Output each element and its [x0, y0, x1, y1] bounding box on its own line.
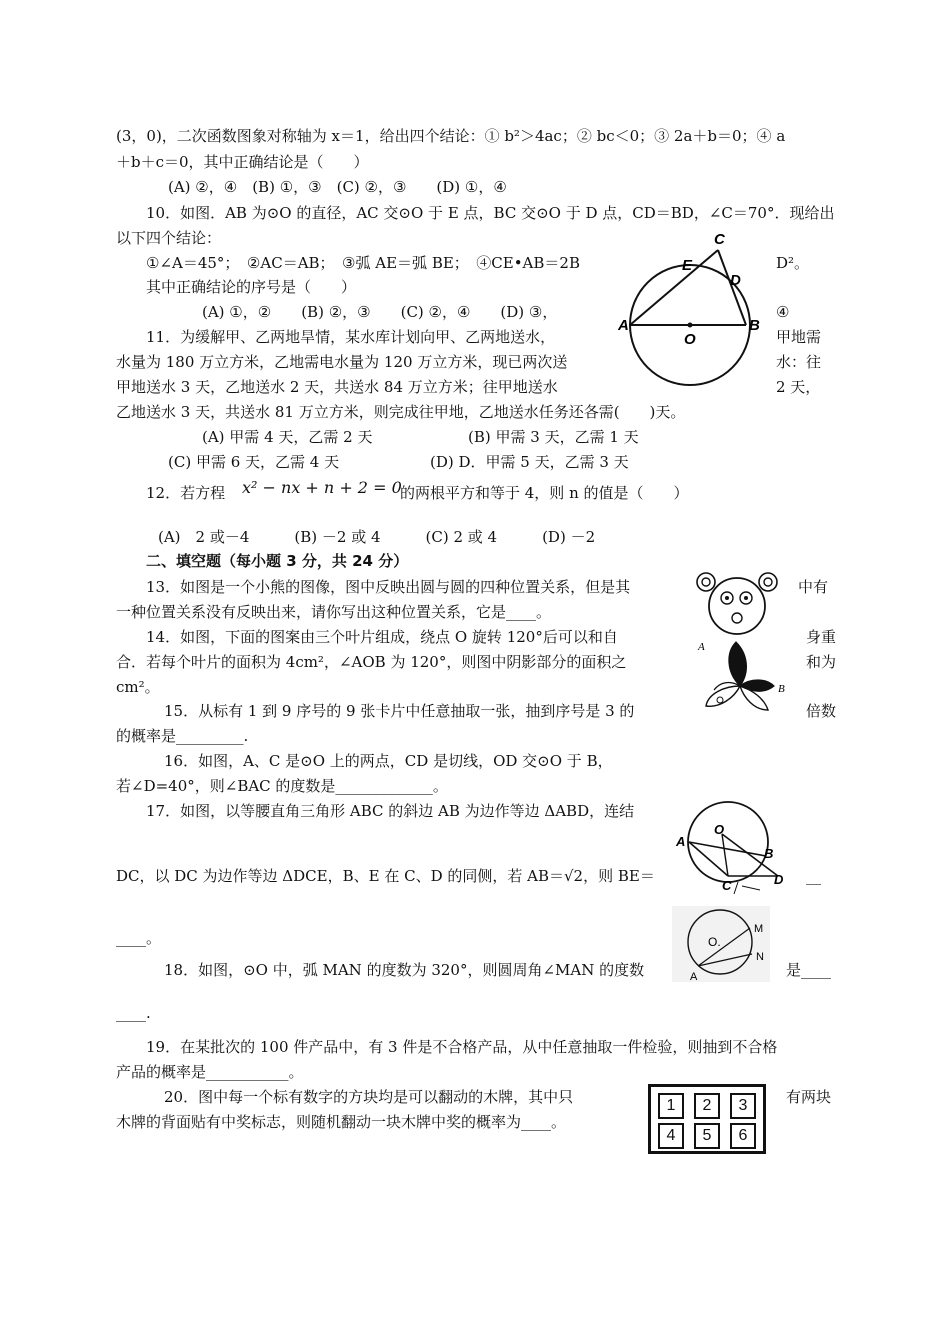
q14-line1-tail: 身重 — [806, 628, 837, 646]
q13-line1-tail: 中有 — [798, 578, 829, 596]
tile-3[interactable]: 3 — [730, 1093, 756, 1119]
q15-line1: 15．从标有 1 到 9 序号的 9 张卡片中任意抽取一张，抽到序号是 3 的 — [164, 702, 635, 720]
q13-line1: 13．如图是一个小熊的图像，图中反映出圆与圆的四种位置关系，但是其 — [146, 578, 631, 596]
q13-line2: 一种位置关系没有反映出来，请你写出这种位置关系，它是____。 — [116, 603, 552, 621]
fig10-label-c: C — [714, 231, 725, 248]
q16-line2: 若∠D=40°，则∠BAC 的度数是_____________。 — [116, 777, 448, 795]
tile-5[interactable]: 5 — [694, 1123, 720, 1149]
q11-line3-tail: 2 天， — [776, 378, 821, 396]
q10-options-tail: ④ — [776, 303, 790, 321]
fig10-label-e: E — [682, 257, 693, 274]
q16-line1: 16．如图，A、C 是⊙O 上的两点，CD 是切线，OD 交⊙O 于 B， — [164, 752, 613, 770]
q14-line1: 14．如图，下面的图案由三个叶片组成，绕点 O 旋转 120°后可以和自 — [146, 628, 618, 646]
q14-line2: 合．若每个叶片的面积为 4cm²，∠AOB 为 120°，则图中阴影部分的面积之 — [116, 653, 627, 671]
circle-figure-q10 — [618, 230, 768, 410]
q17-line1: 17．如图，以等腰直角三角形 ABC 的斜边 AB 为边作等边 ΔABD，连结 — [146, 802, 635, 820]
q19-line1: 19．在某批次的 100 件产品中，有 3 件是不合格产品，从中任意抽取一件检验，则抽到不合格 — [146, 1038, 778, 1056]
q10-line3-tail: D²。 — [776, 254, 810, 272]
q17-line2-tail: __ — [806, 867, 821, 885]
tile-4[interactable]: 4 — [658, 1123, 684, 1149]
q18-label-m: M — [754, 923, 764, 935]
q18-label-o: O. — [708, 935, 721, 949]
q15-line2: 的概率是_________. — [116, 727, 249, 745]
q15-line1-tail: 倍数 — [806, 702, 837, 720]
q11-line3: 甲地送水 3 天，乙地送水 2 天，共送水 84 万立方米；往甲地送水 — [116, 378, 558, 396]
q14-line2-tail: 和为 — [806, 653, 837, 671]
q18-label-a: A — [690, 971, 698, 982]
tangent-circle-figure — [676, 794, 796, 902]
tiles-board — [648, 1084, 766, 1154]
q16-label-b: B — [764, 846, 774, 861]
q11-line1-tail: 甲地需 — [776, 328, 822, 346]
q9-line1: (3，0)，二次函数图象对称轴为 x＝1，给出四个结论：① b²＞4ac；② bc＜0；③ 2a＋b＝0；④ a — [116, 127, 786, 145]
q18-line1: 18．如图，⊙O 中，弧 MAN 的度数为 320°，则圆周角∠MAN 的度数 — [164, 961, 645, 979]
q12-suffix: 的两根平方和等于 4，则 n 的值是（ ） — [400, 484, 689, 502]
q10-line2: 以下四个结论： — [116, 229, 222, 247]
q11-line2: 水量为 180 万立方米，乙地需电水量为 120 万立方米，现已两次送 — [116, 353, 568, 371]
fig10-label-b: B — [749, 317, 760, 334]
q12-equation: x² − nx + n + 2 = 0 — [242, 478, 402, 497]
leaf-label-b: B — [778, 683, 785, 695]
q14-line3: cm²。 — [116, 678, 160, 696]
q10-line3: ①∠A＝45°； ②AC＝AB； ③弧 AE＝弧 BE； ④CE•AB＝2B — [146, 254, 580, 272]
q10-options: (A) ①，② (B) ②，③ (C) ②，④ (D) ③， — [202, 303, 558, 321]
q11-option-a: (A) 甲需 4 天，乙需 2 天 — [202, 428, 373, 446]
fig10-label-a: A — [618, 317, 629, 334]
q11-option-d: (D) D．甲需 5 天，乙需 3 天 — [430, 453, 629, 471]
q10-line1: 10．如图．AB 为⊙O 的直径，AC 交⊙O 于 E 点，BC 交⊙O 于 D 点，CD＝BD，∠C＝70°．现给出 — [146, 204, 835, 222]
q17-line2: DC，以 DC 为边作等边 ΔDCE，B、E 在 C、D 的同侧，若 AB＝√2，则 BE＝ — [116, 867, 655, 885]
tile-1[interactable]: 1 — [658, 1093, 684, 1119]
q9-options: (A) ②，④ (B) ①，③ (C) ②，③ (D) ①，④ — [168, 178, 507, 196]
arc-man-figure — [672, 906, 770, 982]
q12-options: (A) 2 或－4 (B) －2 或 4 (C) 2 或 4 (D) －2 — [158, 528, 596, 546]
fig10-label-d: D — [730, 272, 741, 289]
q16-label-a: A — [676, 834, 686, 849]
tile-6[interactable]: 6 — [730, 1123, 756, 1149]
q16-label-o: O — [714, 822, 725, 837]
q16-label-d: D — [774, 872, 784, 887]
q12-prefix: 12．若方程 — [146, 484, 226, 502]
q20-line2: 木牌的背面贴有中奖标志，则随机翻动一块木牌中奖的概率为____。 — [116, 1113, 567, 1131]
q20-line1: 20．图中每一个标有数字的方块均是可以翻动的木牌，其中只 — [164, 1088, 574, 1106]
q11-line2-tail: 水：往 — [776, 353, 822, 371]
section-2-title: 二、填空题（每小题 3 分，共 24 分） — [146, 552, 409, 570]
q11-option-b: (B) 甲需 3 天，乙需 1 天 — [468, 428, 639, 446]
q17-line3: ____。 — [116, 929, 162, 947]
q11-line1: 11．为缓解甲、乙两地旱情，某水库计划向甲、乙两地送水， — [146, 328, 556, 346]
q9-line2: ＋b＋c＝0，其中正确结论是（ ） — [116, 153, 369, 171]
fig10-label-o: O — [684, 331, 696, 348]
q19-line2: 产品的概率是___________。 — [116, 1063, 304, 1081]
q10-line4: 其中正确结论的序号是（ ） — [146, 278, 357, 296]
q18-line2: ____. — [116, 1004, 151, 1022]
q11-line4: 乙地送水 3 天，共送水 81 万立方米，则完成往甲地，乙地送水任务还各需( )天。 — [116, 403, 686, 421]
leaf-label-a: A — [698, 641, 705, 653]
leaf-figure — [690, 636, 790, 718]
tile-2[interactable]: 2 — [694, 1093, 720, 1119]
q18-label-n: N — [756, 951, 764, 963]
q18-line1-tail: 是____ — [786, 961, 832, 979]
bear-figure — [694, 568, 784, 640]
q16-label-c: C — [722, 878, 732, 893]
q11-option-c: (C) 甲需 6 天，乙需 4 天 — [168, 453, 340, 471]
q20-line1-tail: 有两块 — [786, 1088, 832, 1106]
